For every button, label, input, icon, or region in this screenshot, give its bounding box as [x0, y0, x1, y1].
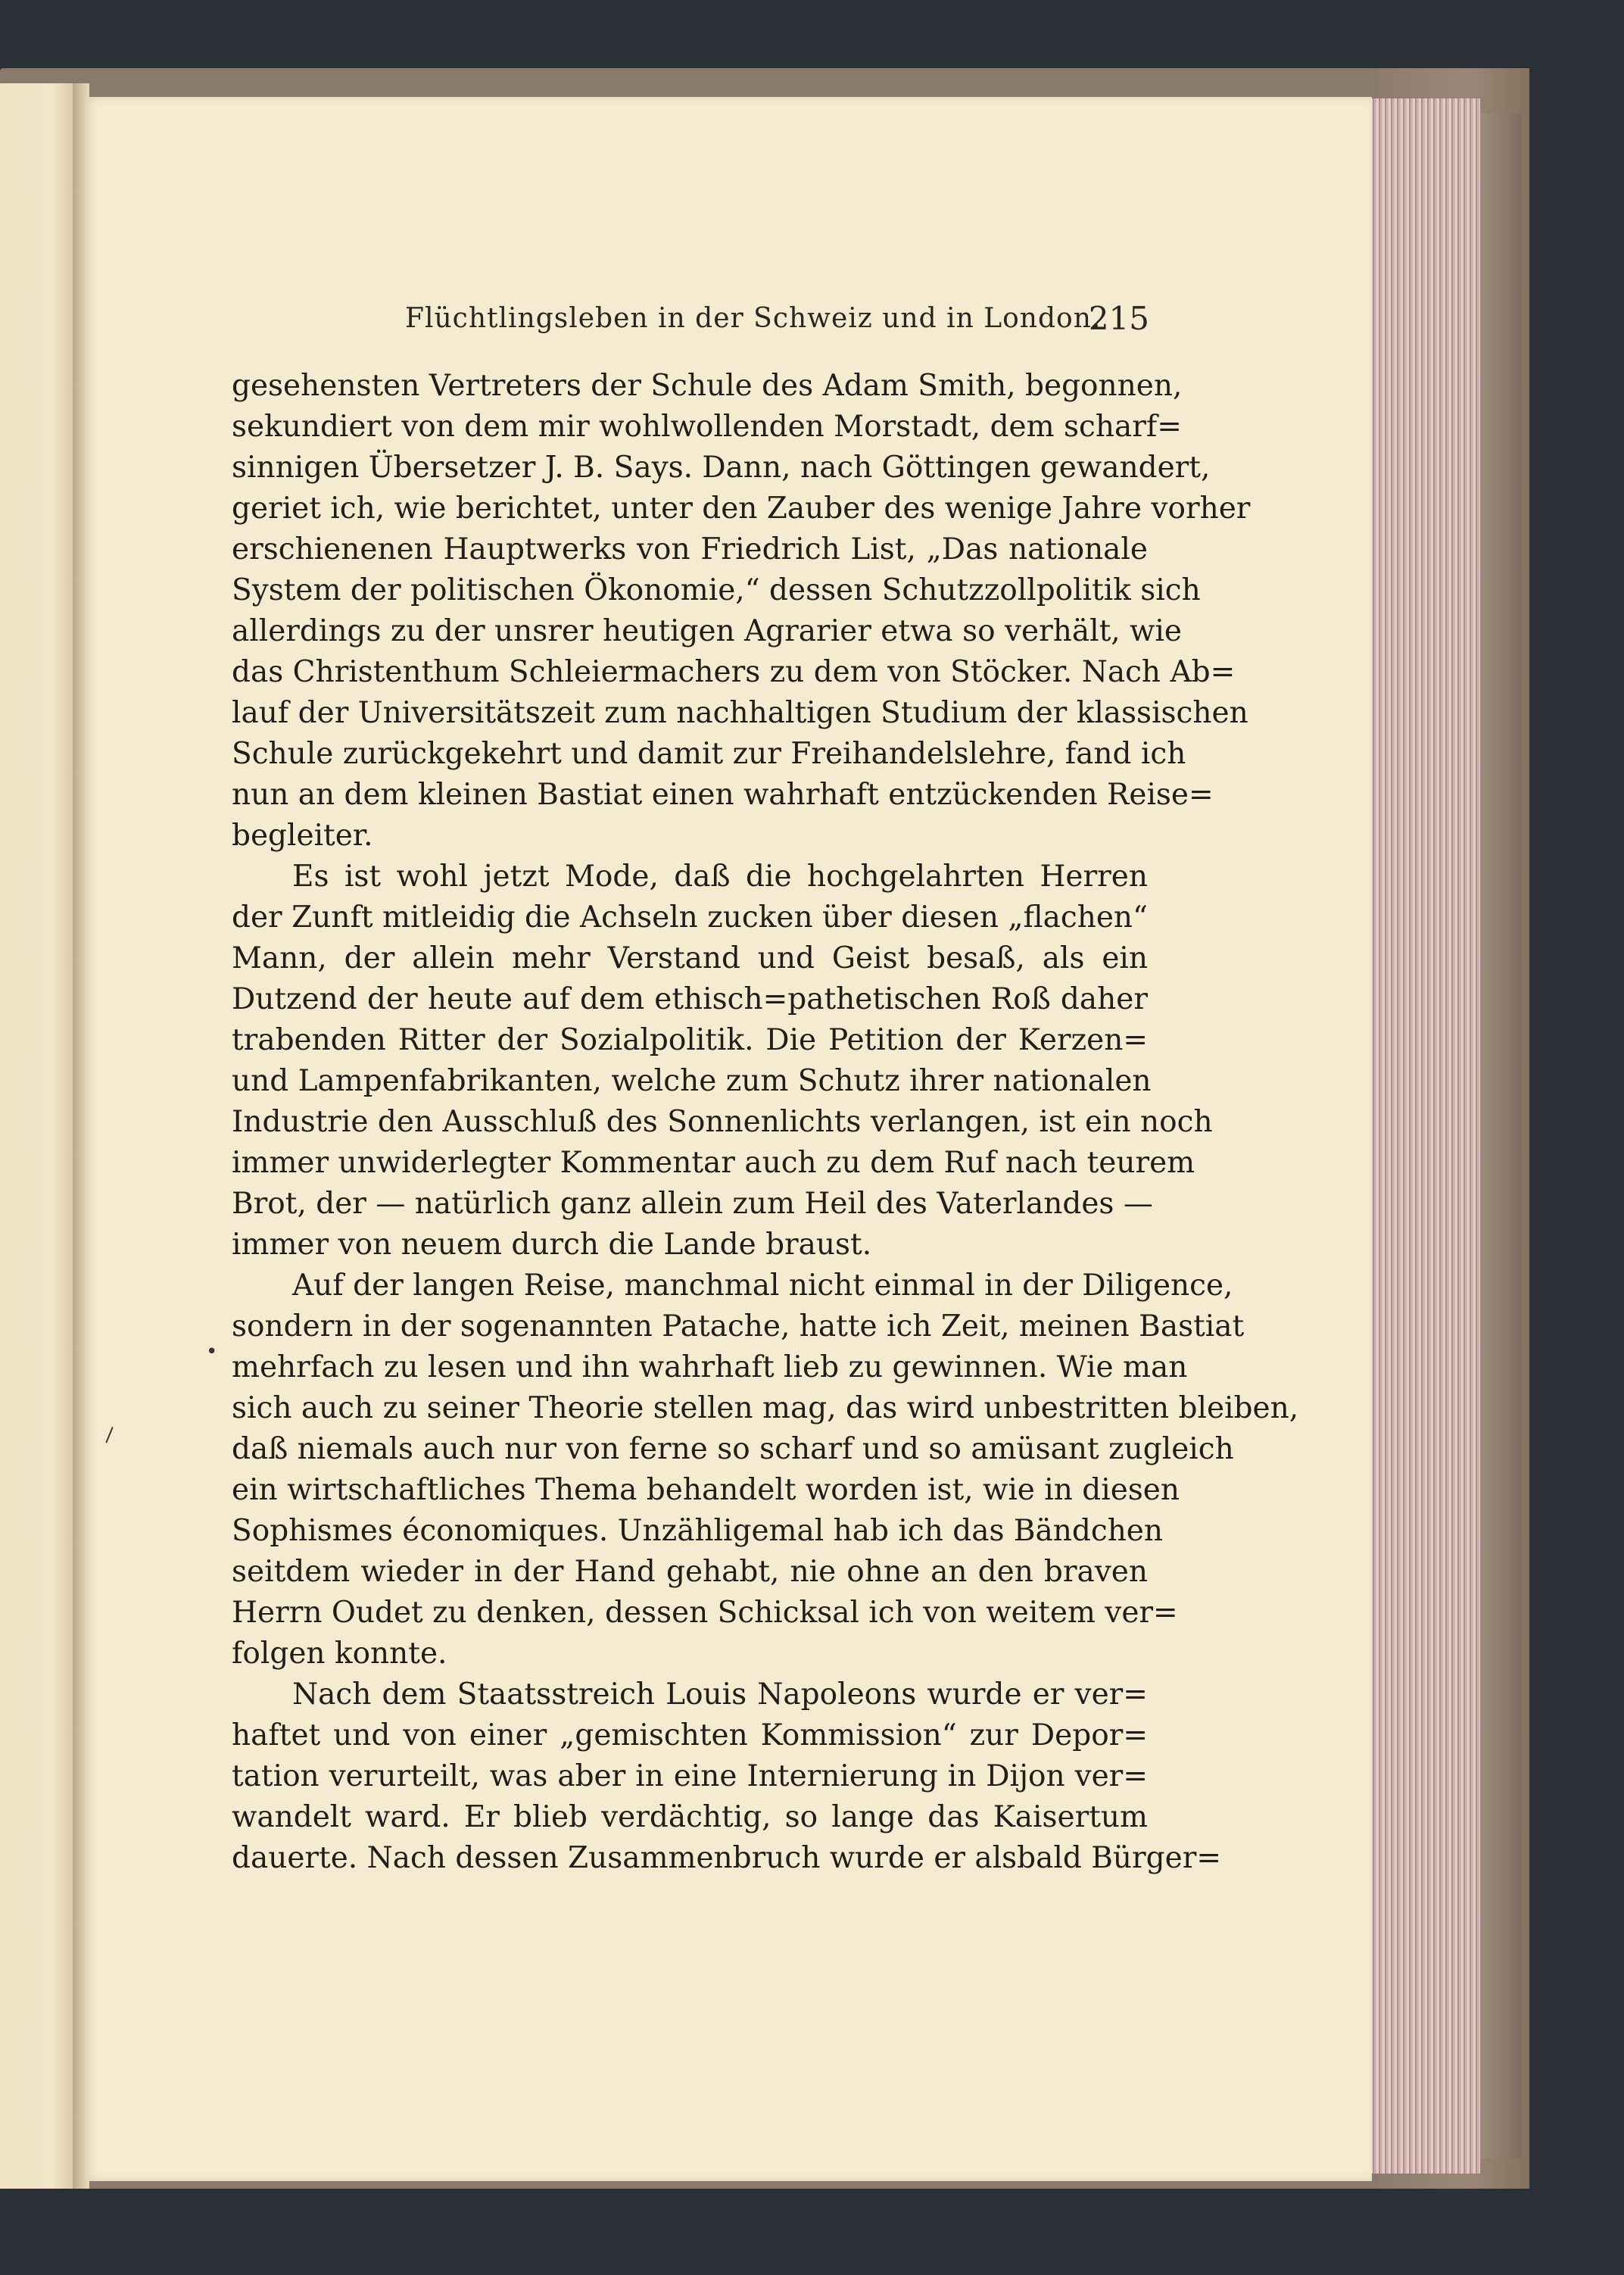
text-line: allerdings zu der unsrer heutigen Agrarier etwa so verhält, wie — [232, 614, 1182, 648]
text-line: lauf der Universitätszeit zum nachhaltigen Studium der klassischen — [232, 696, 1248, 730]
text-line: Nach dem Staatsstreich Louis Napoleons wurde er ver= — [292, 1677, 1148, 1712]
text-line: Industrie den Ausschluß des Sonnenlichts verlangen, ist ein noch — [232, 1105, 1213, 1139]
text-line: trabenden Ritter der Sozialpolitik. Die Petition der Kerzen= — [232, 1023, 1148, 1057]
text-line: Es ist wohl jetzt Mode, daß die hochgelahrten Herren — [292, 860, 1148, 894]
text-line: dauerte. Nach dessen Zusammenbruch wurde er alsbald Bürger= — [232, 1841, 1222, 1875]
running-head — [235, 300, 1149, 345]
text-line: daß niemals auch nur von ferne so scharf und so amüsant zugleich — [232, 1432, 1234, 1466]
text-line: sinnigen Übersetzer J. B. Says. Dann, nach Göttingen gewandert, — [232, 451, 1211, 485]
text-line: haftet und von einer „gemischten Kommission“ zur Depor= — [232, 1718, 1148, 1752]
text-line: das Christenthum Schleiermachers zu dem von Stöcker. Nach Ab= — [232, 655, 1236, 689]
text-line: und Lampenfabrikanten, welche zum Schutz ihrer nationalen — [232, 1064, 1152, 1098]
text-line: Auf der langen Reise, manchmal nicht einmal in der Diligence, — [292, 1269, 1233, 1303]
text-line: immer von neuem durch die Lande braust. — [232, 1228, 872, 1262]
text-line: System der politischen Ökonomie,“ dessen Schutzzollpolitik sich — [232, 573, 1201, 607]
stray-mark-tick: \ — [99, 1424, 120, 1446]
text-line: sekundiert von dem mir wohlwollenden Morstadt, dem scharf= — [232, 410, 1182, 444]
text-line: seitdem wieder in der Hand gehabt, nie ohne an den braven — [232, 1555, 1148, 1589]
text-line: gesehensten Vertreters der Schule des Adam Smith, begonnen, — [232, 369, 1183, 403]
text-line: Brot, der — natürlich ganz allein zum Heil des Vaterlandes — — [232, 1187, 1153, 1221]
text-line: nun an dem kleinen Bastiat einen wahrhaft entzückenden Reise= — [232, 778, 1214, 812]
text-line: Schule zurückgekehrt und damit zur Freihandelslehre, fand ich — [232, 737, 1186, 771]
page-block-edges — [1370, 98, 1480, 2174]
text-line: ein wirtschaftliches Thema behandelt worden ist, wie in diesen — [232, 1473, 1180, 1507]
text-line: folgen konnte. — [232, 1637, 447, 1671]
text-line: tation verurteilt, was aber in eine Internierung in Dijon ver= — [232, 1759, 1148, 1793]
text-line: Sophismes économiques. Unzähligemal hab ich das Bändchen — [232, 1514, 1164, 1548]
text-line: begleiter. — [232, 819, 373, 853]
text-line: sich auch zu seiner Theorie stellen mag, das wird unbestritten bleiben, — [232, 1391, 1299, 1425]
text-line: mehrfach zu lesen und ihn wahrhaft lieb zu gewinnen. Wie man — [232, 1350, 1188, 1384]
text-line: immer unwiderlegter Kommentar auch zu dem Ruf nach teurem — [232, 1146, 1195, 1180]
stray-mark-dot: • — [206, 1340, 218, 1363]
text-line: der Zunft mitleidig die Achseln zucken über diesen „flachen“ — [232, 900, 1148, 935]
text-line: geriet ich, wie berichtet, unter den Zauber des wenige Jahre vorher — [232, 492, 1251, 526]
page-number: 215 — [1088, 300, 1149, 337]
binding-spine-shadow — [1480, 114, 1522, 2158]
text-line: sondern in der sogenannten Patache, hatte ich Zeit, meinen Bastiat — [232, 1309, 1245, 1343]
left-page-edge — [0, 83, 76, 2189]
text-line: erschienenen Hauptwerks von Friedrich List, „Das nationale — [232, 532, 1148, 566]
text-line: Dutzend der heute auf dem ethisch=pathetischen Roß daher — [232, 982, 1148, 1016]
text-line: Mann, der allein mehr Verstand und Geist besaß, als ein — [232, 941, 1148, 975]
body-text — [232, 367, 1299, 1881]
text-line: wandelt ward. Er blieb verdächtig, so lange das Kaisertum — [232, 1800, 1148, 1834]
text-line: Herrn Oudet zu denken, dessen Schicksal ich von weitem ver= — [232, 1596, 1178, 1630]
running-title: Flüchtlingsleben in der Schweiz und in London. — [405, 303, 1102, 334]
